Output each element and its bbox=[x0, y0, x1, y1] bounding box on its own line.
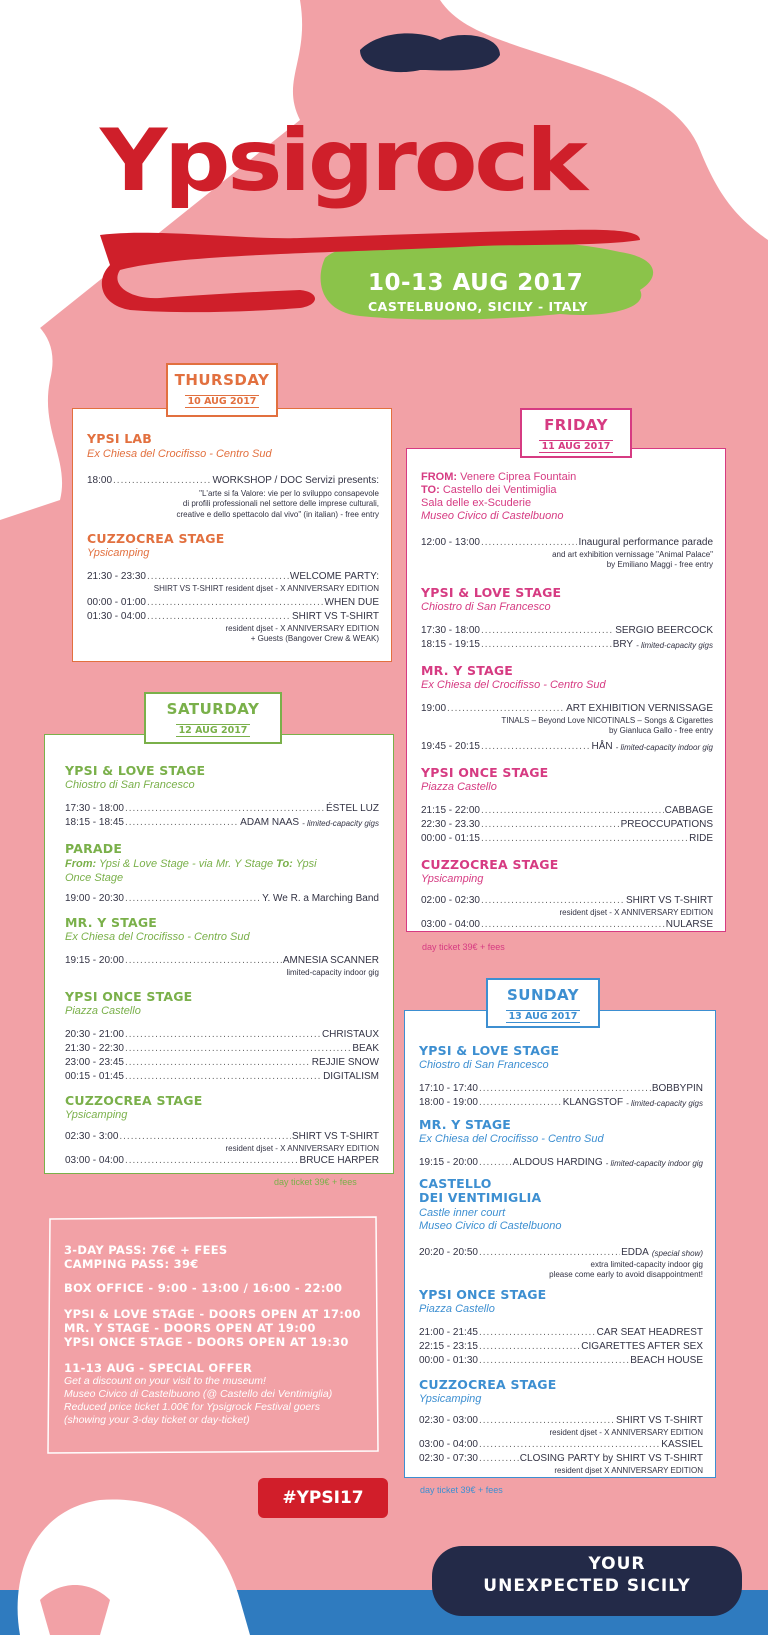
schedule-row: 19:00 ..... ART EXHIBITION VERNISSAGE bbox=[421, 703, 713, 714]
parade-route: FROM: Venere Ciprea Fountain TO: Castello dei Ventimiglia Sala delle ex-Scuderie Museo Civico di Castelbuono bbox=[421, 471, 577, 522]
offer-line: Museo Civico di Castelbuono (@ Castello dei Ventimiglia) bbox=[64, 1388, 333, 1400]
schedule-row: 02:30 - 03:00 ..... SHIRT VS T-SHIRT bbox=[419, 1415, 703, 1426]
stage-name: YPSI & LOVE STAGE bbox=[421, 585, 562, 600]
schedule-row: 21:15 - 22:00 ..... CABBAGE bbox=[421, 805, 713, 816]
day-label: SATURDAY bbox=[166, 700, 260, 718]
schedule-row: 21:30 - 22:30 ..... BEAK bbox=[65, 1043, 379, 1054]
special-offer-title: 11-13 AUG - SPECIAL OFFER bbox=[64, 1361, 253, 1375]
day-date: 10 AUG 2017 bbox=[185, 395, 260, 408]
parade-route: From: Ypsi & Love Stage - via Mr. Y Stage To: Ypsi Once Stage bbox=[65, 858, 317, 884]
day-ticket-fee: day ticket 39€ + fees bbox=[274, 1177, 357, 1187]
schedule-row: 18:15 - 18:45 ..... ADAM NAAS - limited-capacity gigs bbox=[65, 817, 379, 828]
schedule-row: 00:00 - 01:00 ..... WHEN DUE bbox=[87, 597, 379, 608]
festival-dates: 10-13 AUG 2017 bbox=[368, 270, 584, 296]
venue: Chiostro di San Francesco bbox=[65, 779, 195, 791]
thursday-card bbox=[72, 408, 392, 662]
event-note: resident djset - X ANNIVERSARY EDITION + Guests (Bangover Crew & WEAK) bbox=[225, 624, 379, 644]
ticket-info-box bbox=[46, 1215, 380, 1455]
event-note: resident djset X ANNIVERSARY EDITION bbox=[554, 1466, 703, 1475]
day-label: SUNDAY bbox=[506, 986, 580, 1004]
venue: Ex Chiesa del Crocifisso - Centro Sud bbox=[419, 1133, 604, 1145]
slogan-line-2: UNEXPECTED SICILY bbox=[483, 1576, 691, 1596]
sunday-card bbox=[404, 1010, 716, 1478]
event-note: resident djset - X ANNIVERSARY EDITION bbox=[549, 1428, 703, 1437]
saturday-day-tag bbox=[144, 692, 282, 744]
venue: Chiostro di San Francesco bbox=[421, 601, 551, 613]
slogan-cloud bbox=[432, 1546, 742, 1616]
offer-line: (showing your 3-day ticket or day-ticket) bbox=[64, 1414, 250, 1426]
stage-name: MR. Y STAGE bbox=[419, 1117, 512, 1132]
schedule-row: 22:15 - 23:15 ..... CIGARETTES AFTER SEX bbox=[419, 1341, 703, 1352]
schedule-row: 18:00 ..... WORKSHOP / DOC Servizi presents: bbox=[87, 475, 379, 486]
schedule-row: 17:30 - 18:00 ..... ÉSTEL LUZ bbox=[65, 803, 379, 814]
venue: Ex Chiesa del Crocifisso - Centro Sud bbox=[87, 448, 272, 460]
venue: Ypsicamping bbox=[421, 873, 484, 885]
offer-line: Get a discount on your visit to the museum! bbox=[64, 1375, 266, 1387]
event-note: "L'arte si fa Valore: vie per lo sviluppo consapevole di profili professionali nel settore delle imprese culturali, creative e dello spettacolo dal vivo" (in italian) - free entry bbox=[176, 489, 379, 519]
schedule-row: 12:00 - 13:00 ..... Inaugural performance parade bbox=[421, 537, 713, 548]
event-note: resident djset - X ANNIVERSARY EDITION bbox=[225, 1144, 379, 1153]
schedule-row: 03:00 - 04:00 ..... KASSIEL bbox=[419, 1439, 703, 1450]
schedule-row: 19:15 - 20:00 ..... AMNESIA SCANNER bbox=[65, 955, 379, 966]
schedule-row: 21:00 - 21:45 ..... CAR SEAT HEADREST bbox=[419, 1327, 703, 1338]
stage-name: YPSI & LOVE STAGE bbox=[419, 1043, 560, 1058]
stage-name: PARADE bbox=[65, 841, 123, 856]
doors-mr-y: MR. Y STAGE - DOORS OPEN AT 19:00 bbox=[64, 1321, 316, 1335]
venue: Ypsicamping bbox=[65, 1109, 128, 1121]
schedule-row: 20:30 - 21:00 ..... CHRISTAUX bbox=[65, 1029, 379, 1040]
saturday-card bbox=[44, 734, 394, 1174]
stage-name: CUZZOCREA STAGE bbox=[419, 1377, 557, 1392]
stage-name: MR. Y STAGE bbox=[65, 915, 158, 930]
schedule-row: 00:00 - 01:15 ..... RIDE bbox=[421, 833, 713, 844]
schedule-row: 20:20 - 20:50 ..... EDDA (special show) bbox=[419, 1247, 703, 1258]
day-date: 12 AUG 2017 bbox=[176, 724, 251, 737]
schedule-row: 21:30 - 23:30 ..... WELCOME PARTY: bbox=[87, 571, 379, 582]
day-ticket-fee: day ticket 39€ + fees bbox=[420, 1485, 503, 1495]
event-note: limited-capacity indoor gig bbox=[286, 968, 379, 977]
schedule-row: 03:00 - 04:00 ..... BRUCE HARPER bbox=[65, 1155, 379, 1166]
friday-card bbox=[406, 448, 726, 932]
camping-pass: CAMPING PASS: 39€ bbox=[64, 1257, 199, 1271]
edition-label bbox=[106, 66, 270, 109]
schedule-row: 19:15 - 20:00 ..... ALDOUS HARDING - limited-capacity indoor gig bbox=[419, 1157, 703, 1168]
box-office-hours: BOX OFFICE - 9:00 - 13:00 / 16:00 - 22:00 bbox=[64, 1281, 343, 1295]
schedule-row: 00:15 - 01:45 ..... DIGITALISM bbox=[65, 1071, 379, 1082]
venue: Ypsicamping bbox=[87, 547, 150, 559]
schedule-row: 00:00 - 01:30 ..... BEACH HOUSE bbox=[419, 1355, 703, 1366]
event-note: extra limited-capacity indoor gig please come early to avoid disappointment! bbox=[549, 1260, 703, 1280]
offer-line: Reduced price ticket 1.00€ for Ypsigrock Festival goers bbox=[64, 1401, 321, 1413]
stage-name: YPSI ONCE STAGE bbox=[421, 765, 549, 780]
schedule-row: 02:30 - 07:30 ..... CLOSING PARTY by SHIRT VS T-SHIRT bbox=[419, 1453, 703, 1464]
schedule-row: 02:00 - 02:30 ..... SHIRT VS T-SHIRT bbox=[421, 895, 713, 906]
venue: Piazza Castello bbox=[419, 1303, 495, 1315]
venue: Ypsicamping bbox=[419, 1393, 482, 1405]
thursday-day-tag bbox=[166, 363, 278, 417]
venue: Piazza Castello bbox=[421, 781, 497, 793]
sunday-day-tag bbox=[486, 978, 600, 1028]
hashtag-badge: #YPSI17 bbox=[258, 1478, 388, 1518]
stage-name: CUZZOCREA STAGE bbox=[65, 1093, 203, 1108]
event-note: resident djset - X ANNIVERSARY EDITION bbox=[559, 908, 713, 917]
event-note: TINALS – Beyond Love NICOTINALS – Songs & Cigarettes by Gianluca Gallo - free entry bbox=[501, 716, 713, 736]
schedule-row: 03:00 - 04:00 ..... NULARSE bbox=[421, 919, 713, 930]
schedule-row: 18:00 - 19:00 ..... KLANGSTOF - limited-capacity gigs bbox=[419, 1097, 703, 1108]
day-label: FRIDAY bbox=[544, 416, 608, 434]
slogan-line-1: YOUR bbox=[588, 1554, 646, 1574]
event-note: and art exhibition vernissage "Animal Palace" by Emiliano Maggi - free entry bbox=[552, 550, 713, 570]
event-note: SHIRT VS T-SHIRT resident djset - X ANNIVERSARY EDITION bbox=[153, 584, 379, 593]
day-date: 13 AUG 2017 bbox=[506, 1010, 581, 1023]
doors-ypsi-once: YPSI ONCE STAGE - DOORS OPEN AT 19:30 bbox=[64, 1335, 349, 1349]
stage-name: YPSI ONCE STAGE bbox=[419, 1287, 547, 1302]
schedule-row: 17:10 - 17:40 ..... BOBBYPIN bbox=[419, 1083, 703, 1094]
day-label: THURSDAY bbox=[174, 371, 270, 389]
schedule-row: 19:45 - 20:15 ..... HÅN - limited-capacity indoor gig bbox=[421, 741, 713, 752]
stage-name: MR. Y STAGE bbox=[421, 663, 514, 678]
stage-name: YPSI ONCE STAGE bbox=[65, 989, 193, 1004]
day-ticket-fee: day ticket 39€ + fees bbox=[422, 942, 505, 952]
schedule-row: 22:30 - 23.30 ..... PREOCCUPATIONS bbox=[421, 819, 713, 830]
stage-name: YPSI & LOVE STAGE bbox=[65, 763, 206, 778]
edition-number: 21 bbox=[106, 66, 152, 106]
edition-suffix: ST bbox=[162, 68, 182, 84]
venue: Castle inner court Museo Civico di Castelbuono bbox=[419, 1207, 562, 1232]
venue: Ex Chiesa del Crocifisso - Centro Sud bbox=[421, 679, 606, 691]
stage-name: CASTELLO DEI VENTIMIGLIA bbox=[419, 1176, 542, 1205]
stage-name: CUZZOCREA STAGE bbox=[87, 531, 225, 546]
festival-logo: Ypsigrock bbox=[100, 111, 585, 211]
schedule-row: 02:30 - 3:00 ..... SHIRT VS T-SHIRT bbox=[65, 1131, 379, 1142]
doors-ypsi-love: YPSI & LOVE STAGE - DOORS OPEN AT 17:00 bbox=[64, 1307, 361, 1321]
festival-location: CASTELBUONO, SICILY - ITALY bbox=[368, 299, 588, 314]
day-date: 11 AUG 2017 bbox=[539, 440, 614, 453]
stage-name: CUZZOCREA STAGE bbox=[421, 857, 559, 872]
venue: Piazza Castello bbox=[65, 1005, 141, 1017]
venue: Chiostro di San Francesco bbox=[419, 1059, 549, 1071]
three-day-pass: 3-DAY PASS: 76€ + FEES bbox=[64, 1243, 228, 1257]
edition-word: EDITION bbox=[161, 84, 270, 109]
schedule-row: 01:30 - 04:00 ..... SHIRT VS T-SHIRT bbox=[87, 611, 379, 622]
schedule-row: 17:30 - 18:00 ..... SERGIO BEERCOCK bbox=[421, 625, 713, 636]
schedule-row: 18:15 - 19:15 ..... BRY - limited-capacity gigs bbox=[421, 639, 713, 650]
friday-day-tag bbox=[520, 408, 632, 458]
stage-name: YPSI LAB bbox=[87, 431, 152, 446]
venue: Ex Chiesa del Crocifisso - Centro Sud bbox=[65, 931, 250, 943]
schedule-row: 19:00 - 20:30 ..... Y. We R. a Marching Band bbox=[65, 893, 379, 904]
schedule-row: 23:00 - 23:45 ..... REJJIE SNOW bbox=[65, 1057, 379, 1068]
